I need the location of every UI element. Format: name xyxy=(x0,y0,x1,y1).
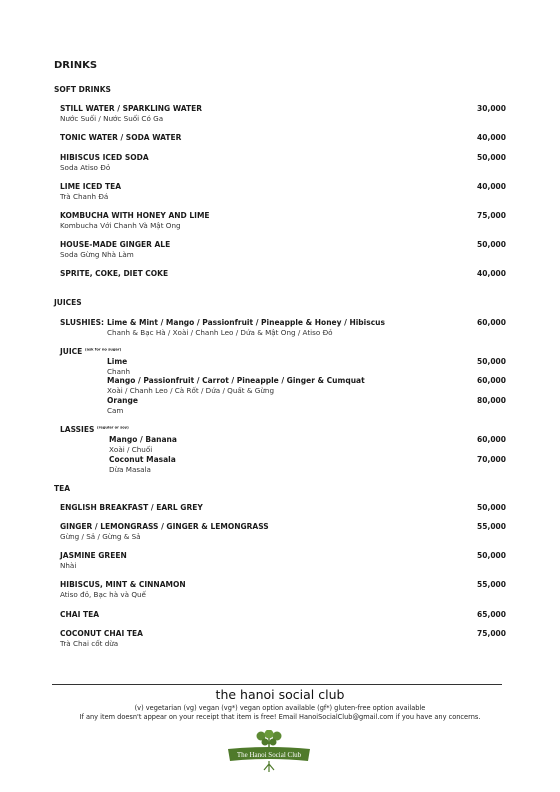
item-name: TONIC WATER / SODA WATER xyxy=(60,133,182,142)
item-name: KOMBUCHA WITH HONEY AND LIME xyxy=(60,211,210,220)
item-translation: Nước Suối / Nước Suối Có Ga xyxy=(60,114,164,123)
item-name: Orange xyxy=(107,396,138,405)
item-translation: Xoài / Chanh Leo / Cà Rốt / Dứa / Quất & Gừng xyxy=(107,386,275,395)
receipt-note: If any item doesn't appear on your receipt that item is free! Email HanoiSocialClub@gmail.com if you have any concerns. xyxy=(79,713,481,721)
item-price: 75,000 xyxy=(477,629,506,638)
juice-label: JUICE $^{(ask for no sugar)}$ xyxy=(60,347,122,356)
item-price: 65,000 xyxy=(477,610,506,619)
item-translation: Chanh & Bạc Hà / Xoài / Chanh Leo / Dứa & Mật Ong / Atiso Đỏ xyxy=(107,328,333,337)
item-name: Mango / Passionfruit / Carrot / Pineapple / Ginger & Cumquat xyxy=(107,376,365,385)
item-name: HOUSE-MADE GINGER ALE xyxy=(60,240,171,249)
item-translation: Cam xyxy=(107,406,124,415)
item-price: 60,000 xyxy=(477,318,506,327)
item-name: LIME ICED TEA xyxy=(60,182,122,191)
item-name: ENGLISH BREAKFAST / EARL GREY xyxy=(60,503,203,512)
item-price: 80,000 xyxy=(477,396,506,405)
item-translation: Soda Gừng Nhà Làm xyxy=(60,250,134,259)
item-translation: Gừng / Sả / Gừng & Sả xyxy=(60,532,141,541)
item-price: 50,000 xyxy=(477,551,506,560)
item-name: JASMINE GREEN xyxy=(60,551,127,560)
item-price: 50,000 xyxy=(477,240,506,249)
item-price: 40,000 xyxy=(477,269,506,278)
soft-drinks-heading: SOFT DRINKS xyxy=(54,85,111,94)
item-price: 75,000 xyxy=(477,211,506,220)
item-translation: Kombucha Với Chanh Và Mật Ong xyxy=(60,221,181,230)
logo-text: The Hanoi Social Club xyxy=(236,751,302,759)
tea-heading: TEA xyxy=(54,484,71,493)
juices-heading: JUICES xyxy=(54,298,82,307)
item-price: 30,000 xyxy=(477,104,506,113)
lassies-note: (regular or soy) xyxy=(97,425,129,430)
item-translation: Chanh xyxy=(107,367,131,376)
item-name: Lime xyxy=(107,357,128,366)
item-translation: Atiso đỏ, Bạc hà và Quế xyxy=(60,590,146,599)
item-translation: Trà Chai cốt dừa xyxy=(60,639,119,648)
item-translation: Nhài xyxy=(60,561,77,570)
menu-title: DRINKS xyxy=(54,60,98,71)
item-name: STILL WATER / SPARKLING WATER xyxy=(60,104,202,113)
item-name: HIBISCUS ICED SODA xyxy=(60,153,149,162)
item-price: 40,000 xyxy=(477,182,506,191)
item-translation: Xoài / Chuối xyxy=(109,445,153,454)
item-name: GINGER / LEMONGRASS / GINGER & LEMONGRASS xyxy=(60,522,269,531)
item-name: COCONUT CHAI TEA xyxy=(60,629,143,638)
footer-divider xyxy=(52,684,502,685)
slushies-label: SLUSHIES: xyxy=(60,318,104,327)
item-translation: Dừa Masala xyxy=(109,465,151,474)
item-price: 55,000 xyxy=(477,580,506,589)
lassies-label: LASSIES $^{(regular or soy)}$ xyxy=(60,425,129,434)
item-name: Lime & Mint / Mango / Passionfruit / Pineapple & Honey / Hibiscus xyxy=(107,318,385,327)
item-price: 50,000 xyxy=(477,503,506,512)
item-name: Coconut Masala xyxy=(109,455,176,464)
item-name: SPRITE, COKE, DIET COKE xyxy=(60,269,169,278)
item-price: 60,000 xyxy=(477,376,506,385)
item-price: 50,000 xyxy=(477,357,506,366)
item-name: Mango / Banana xyxy=(109,435,177,444)
item-price: 70,000 xyxy=(477,455,506,464)
dietary-legend: (v) vegetarian (vg) vegan (vg*) vegan option available (gf*) gluten-free option available xyxy=(134,704,426,712)
item-price: 50,000 xyxy=(477,153,506,162)
item-price: 40,000 xyxy=(477,133,506,142)
item-translation: Trà Chanh Đá xyxy=(60,192,109,201)
item-translation: Soda Atiso Đỏ xyxy=(60,163,111,172)
item-name: CHAI TEA xyxy=(60,610,100,619)
juice-note: (ask for no sugar) xyxy=(84,347,122,352)
club-name: the hanoi social club xyxy=(215,687,345,702)
item-price: 55,000 xyxy=(477,522,506,531)
item-name: HIBISCUS, MINT & CINNAMON xyxy=(60,580,186,589)
club-logo xyxy=(224,730,314,774)
item-price: 60,000 xyxy=(477,435,506,444)
